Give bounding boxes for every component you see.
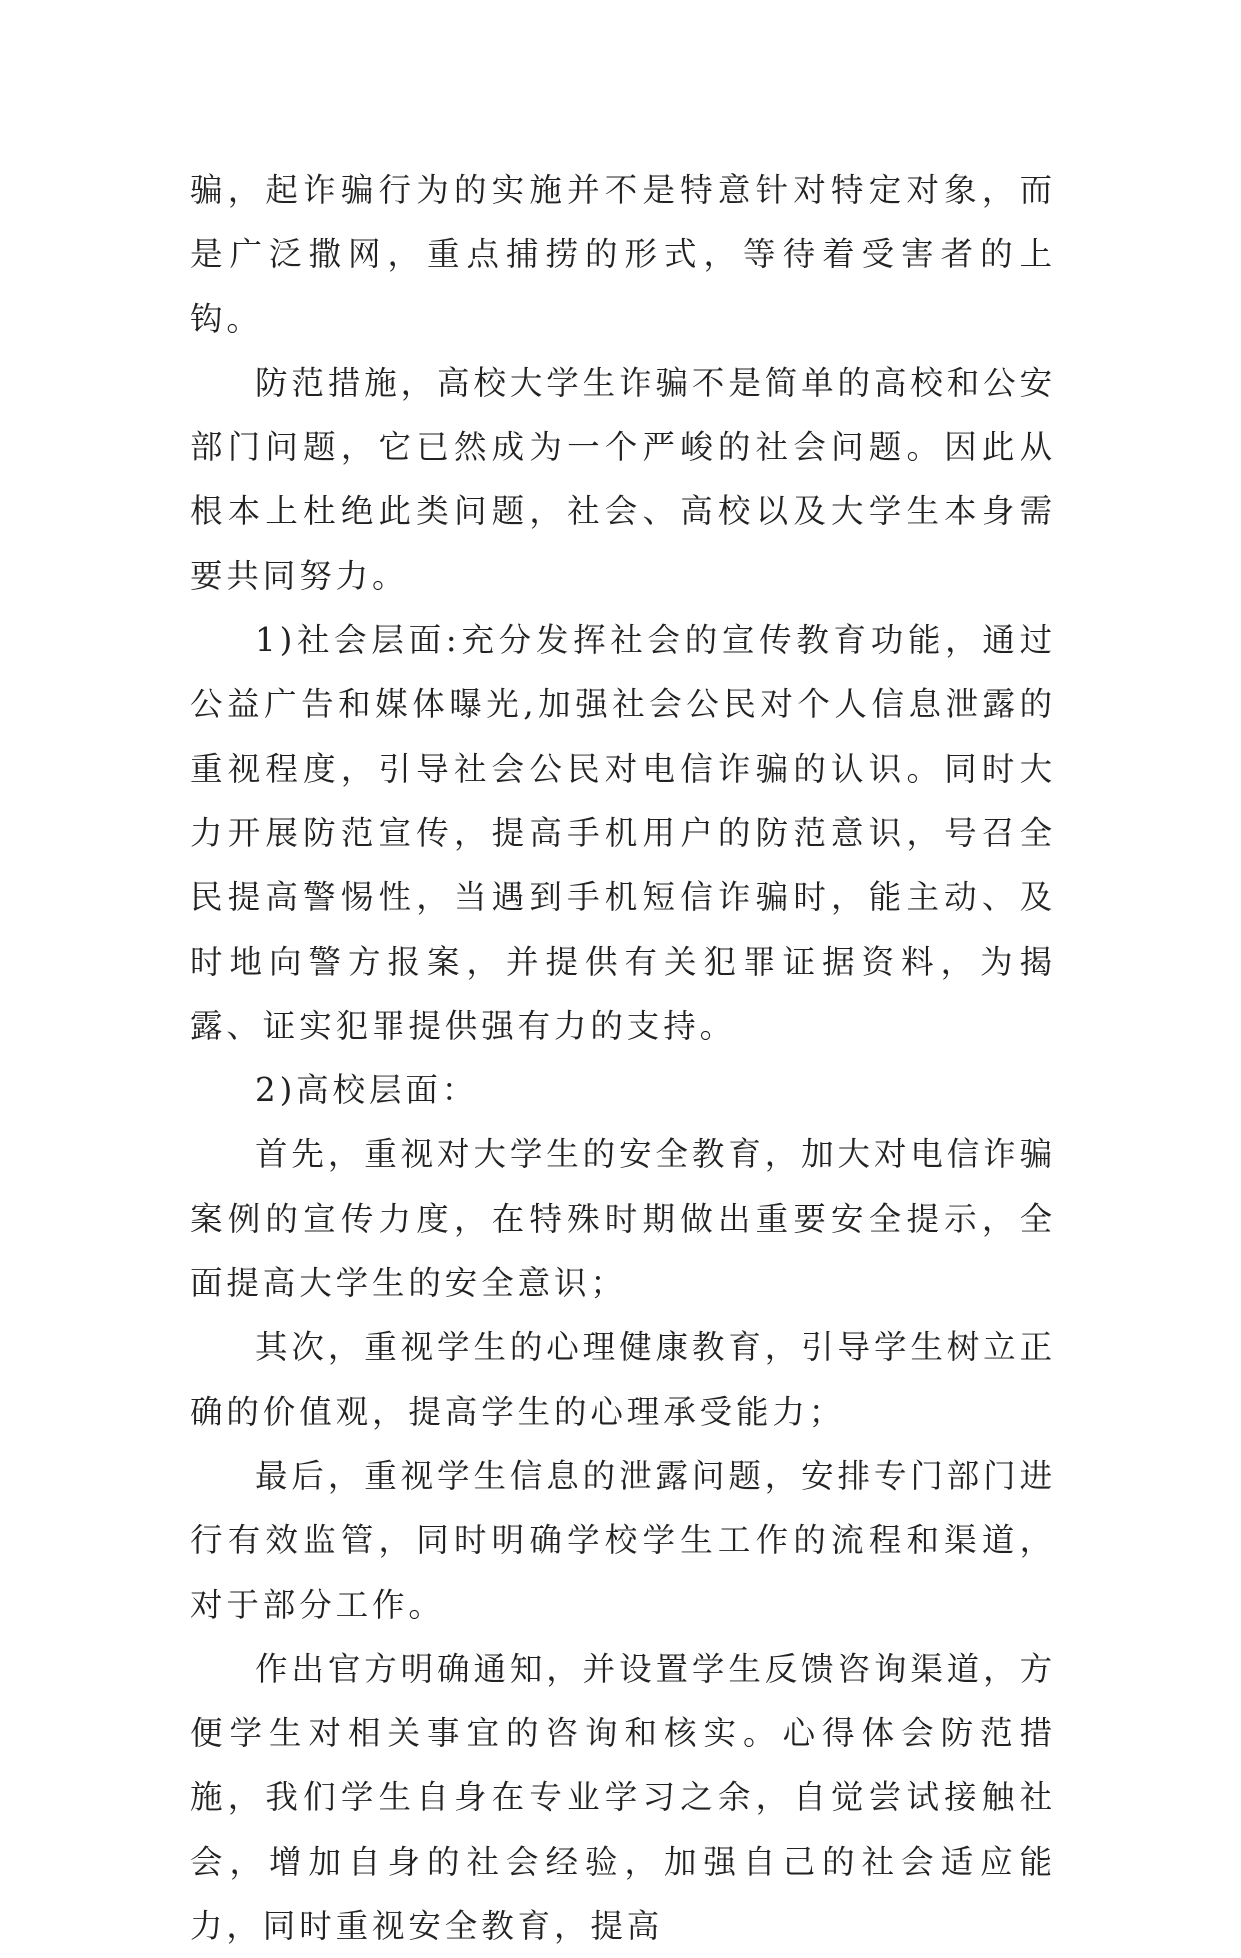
paragraph-last: 最后，重视学生信息的泄露问题，安排专门部门进行有效监管，同时明确学校学生工作的流程和渠道，对于部分工作。 xyxy=(190,1456,1056,1624)
paragraph-society-level: 1)社会层面:充分发挥社会的宣传教育功能，通过公益广告和媒体曝光,加强社会公民对个人信息泄露的重视程度，引导社会公民对电信诈骗的认识。同时大力开展防范宣传，提高手机用户的防范意识，号召全民提高警惕性，当遇到手机短信诈骗时，能主动、及时地向警方报案，并提供有关犯罪证据资料，为揭露、证实犯罪提供强有力的支持。 xyxy=(190,621,1056,1045)
paragraph-university-level-heading: 2)高校层面： xyxy=(255,1071,479,1110)
paragraph-first: 首先，重视对大学生的安全教育，加大对电信诈骗案例的宣传力度，在特殊时期做出重要安全提示，全面提高大学生的安全意识； xyxy=(190,1135,1056,1303)
paragraph-fraud-method: 骗，起诈骗行为的实施并不是特意针对特定对象，而是广泛撒网，重点捕捞的形式，等待着受害者的上钩。 xyxy=(190,171,1056,338)
paragraph-prevention-intro: 防范措施，高校大学生诈骗不是简单的高校和公安部门问题，它已然成为一个严峻的社会问题。因此从根本上杜绝此类问题，社会、高校以及大学生本身需要共同努力。 xyxy=(190,363,1056,595)
document-body xyxy=(190,158,1056,1958)
paragraph-second: 其次，重视学生的心理健康教育，引导学生树立正确的价值观，提高学生的心理承受能力； xyxy=(190,1328,1056,1431)
paragraph-official-notice: 作出官方明确通知，并设置学生反馈咨询渠道，方便学生对相关事宜的咨询和核实。心得体会防范措施，我们学生自身在专业学习之余，自觉尝试接触社会，增加自身的社会经验，加强自己的社会适应能力，同时重视安全教育，提高 xyxy=(190,1649,1056,1946)
